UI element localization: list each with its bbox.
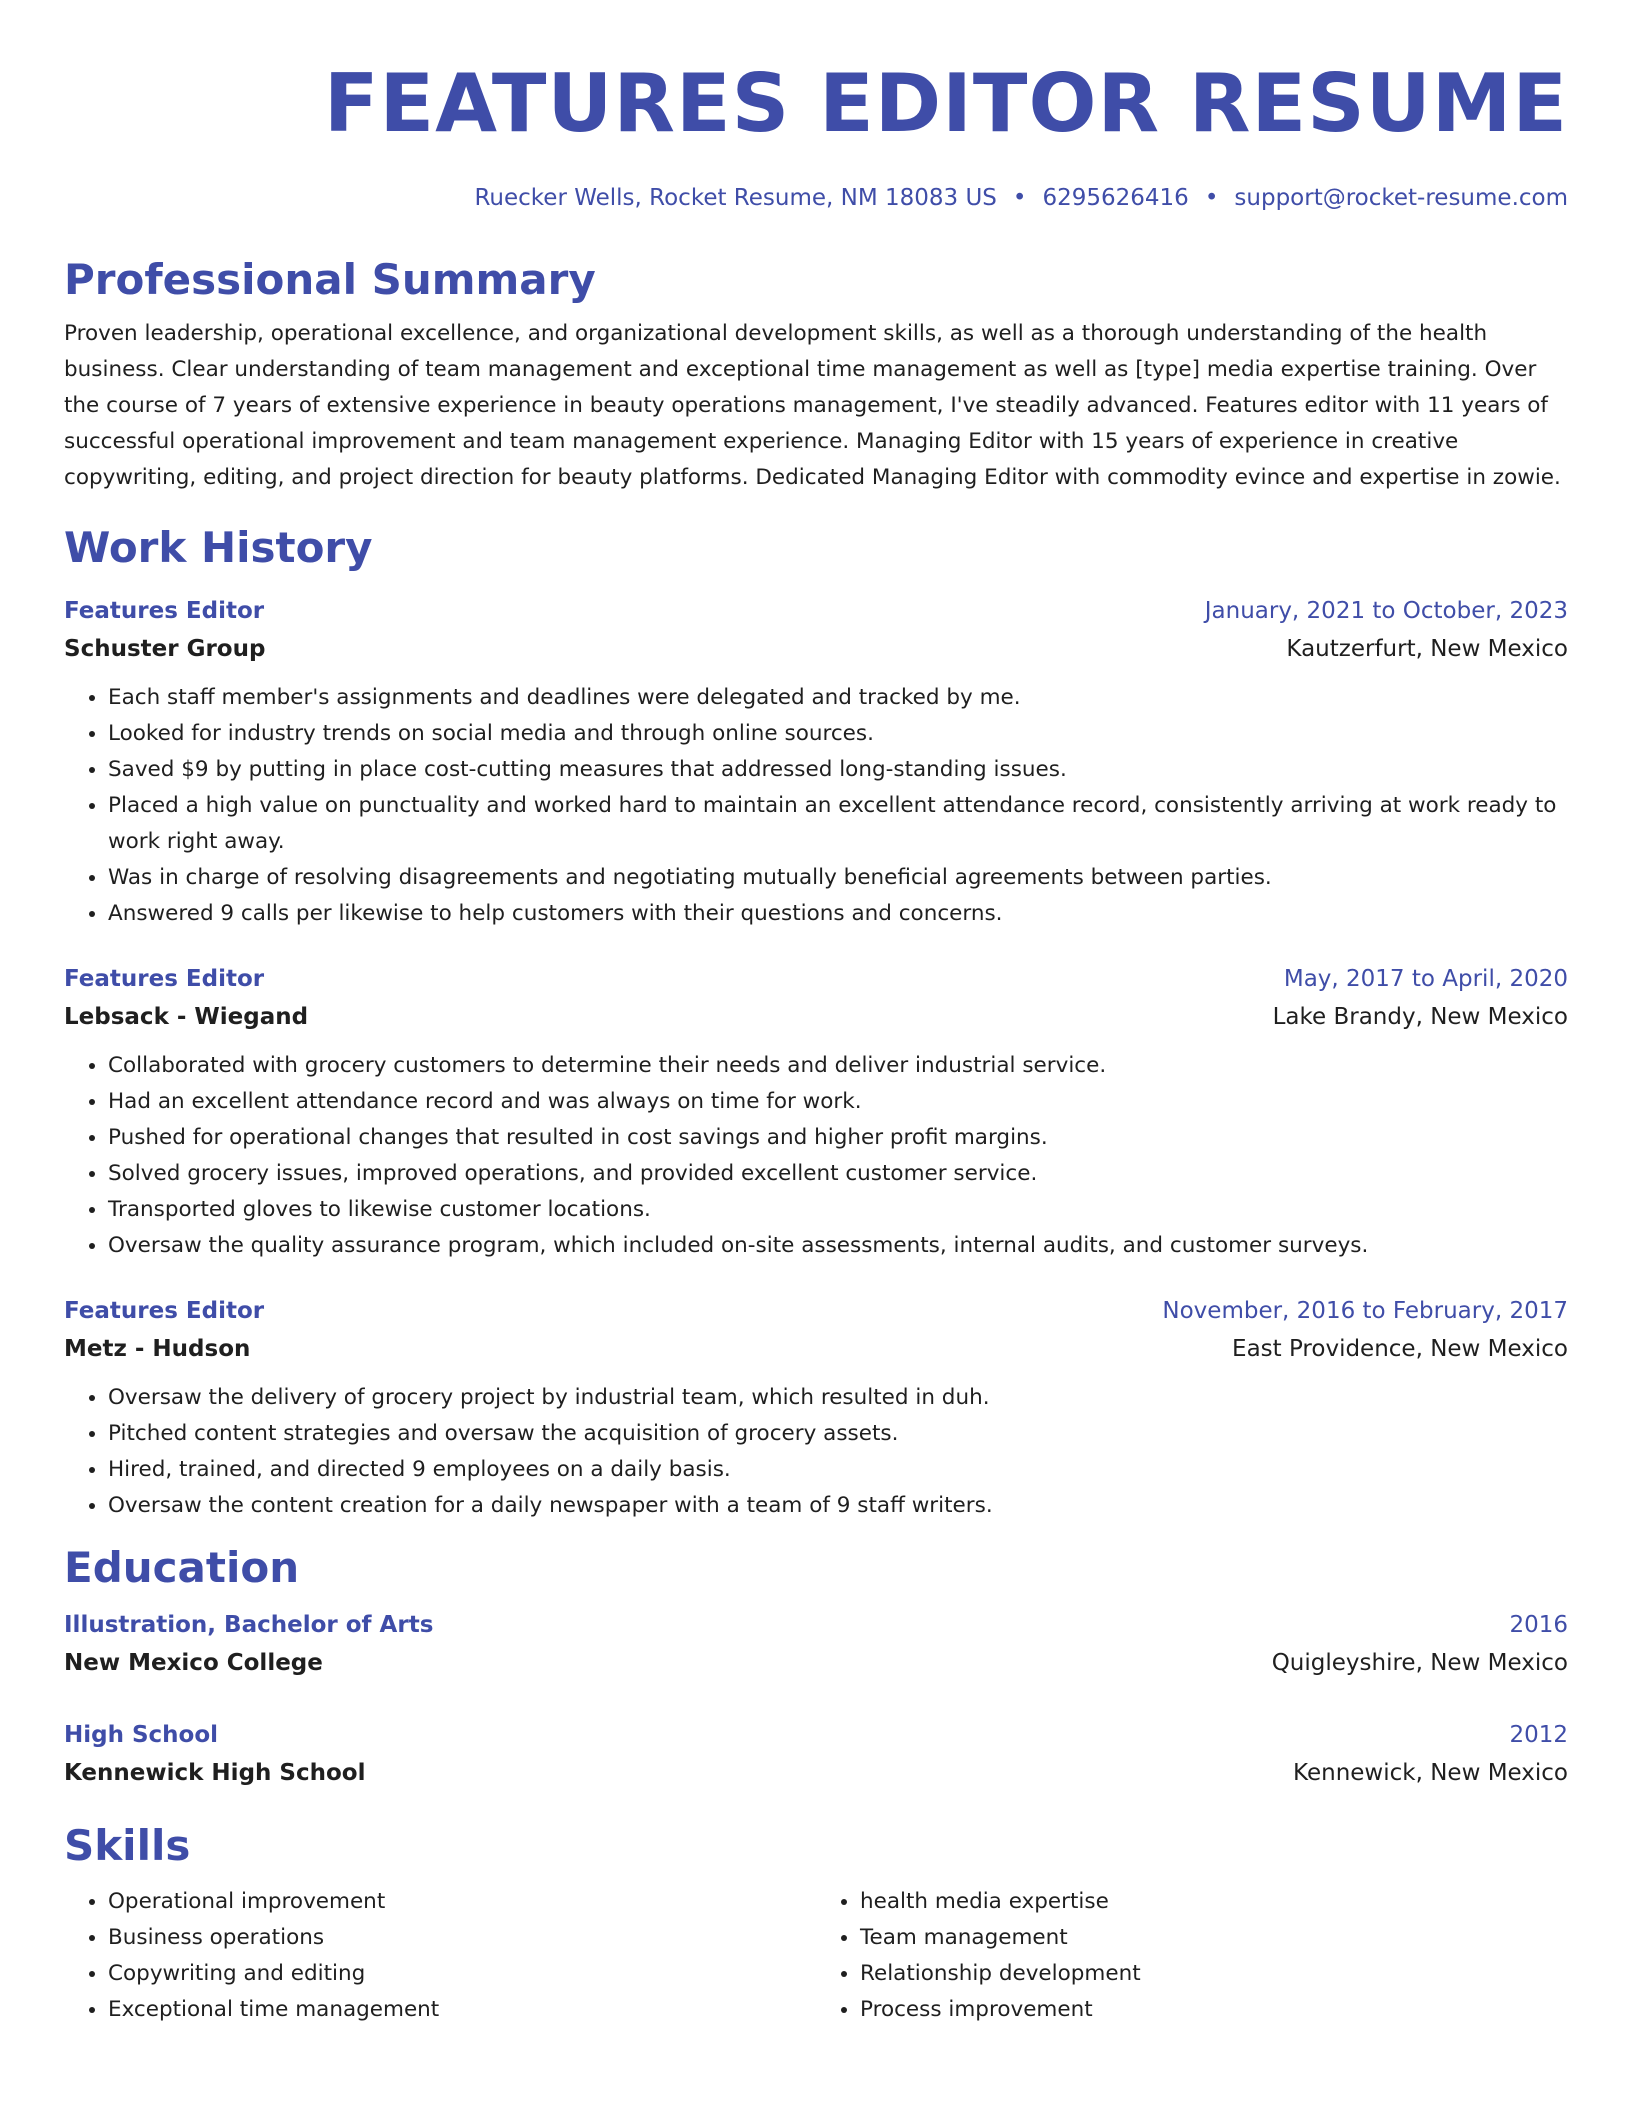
education-degree: High School xyxy=(64,1722,219,1748)
job-role: Features Editor xyxy=(64,966,265,992)
education-location: Quigleyshire, New Mexico xyxy=(1271,1650,1568,1676)
summary-text: Proven leadership, operational excellence, and organizational development skills, as well as a thorough understanding of the health business. Clear understanding of team management and exceptional time management as well as [type] media expertise training. Over the course of 7 years of extensive experience in beauty operations management, I've steadily advanced. Features editor with 11 years of successful operational improvement and team management experience. Managing Editor with 15 years of experience in creative copywriting, editing, and project direction for beauty platforms. Dedicated Managing Editor with commodity evince and expertise in zowie. xyxy=(64,321,1561,490)
job-location: East Providence, New Mexico xyxy=(1232,1336,1568,1362)
job-bullet: • Placed a high value on punctuality and worked hard to maintain an excellent attendance record, consistently arriving at work ready to work right away. xyxy=(108,788,1568,860)
skills-list xyxy=(64,1884,1568,2028)
education-year: 2016 xyxy=(1509,1612,1568,1638)
job-bullet: • Pushed for operational changes that resulted in cost savings and higher profit margins. xyxy=(108,1120,1568,1156)
skills-heading: Skills xyxy=(64,1821,191,1870)
job-bullet: • Saved $9 by putting in place cost-cutting measures that addressed long-standing issues. xyxy=(108,752,1568,788)
job-dates: January, 2021 to October, 2023 xyxy=(1204,598,1568,624)
job-bullet: • Oversaw the quality assurance program, which included on-site assessments, internal audits, and customer surveys. xyxy=(108,1228,1568,1264)
job-company: Lebsack - Wiegand xyxy=(64,1004,309,1030)
job-bullet: • Transported gloves to likewise customer locations. xyxy=(108,1192,1568,1228)
contact-phone: 6295626416 xyxy=(1042,185,1189,211)
job-company: Schuster Group xyxy=(64,636,266,662)
job-bullet: • Pitched content strategies and oversaw the acquisition of grocery assets. xyxy=(108,1416,1568,1452)
education-entry xyxy=(64,1606,1568,1682)
job-entry xyxy=(64,1292,1568,1524)
skills-column-right xyxy=(816,1884,1568,2028)
job-location: Kautzerfurt, New Mexico xyxy=(1286,636,1568,662)
skills-column-left xyxy=(64,1884,816,2028)
separator-dot: • xyxy=(1012,185,1027,211)
skill-item: • Copywriting and editing xyxy=(108,1956,816,1992)
education-school: New Mexico College xyxy=(64,1650,323,1676)
job-bullets xyxy=(64,680,1568,932)
job-bullet: • Oversaw the content creation for a daily newspaper with a team of 9 staff writers. xyxy=(108,1488,1568,1524)
contact-address: Ruecker Wells, Rocket Resume, NM 18083 US xyxy=(474,185,997,211)
contact-line xyxy=(64,182,1568,214)
job-entry xyxy=(64,960,1568,1264)
job-bullet: • Answered 9 calls per likewise to help customers with their questions and concerns. xyxy=(108,896,1568,932)
work-history-list xyxy=(64,592,1568,1524)
education-degree: Illustration, Bachelor of Arts xyxy=(64,1612,434,1638)
job-bullet: • Solved grocery issues, improved operations, and provided excellent customer service. xyxy=(108,1156,1568,1192)
work-history-heading: Work History xyxy=(64,523,373,572)
job-entry xyxy=(64,592,1568,932)
skill-item: • health media expertise xyxy=(860,1884,1568,1920)
education-school: Kennewick High School xyxy=(64,1760,366,1786)
education-location: Kennewick, New Mexico xyxy=(1293,1760,1568,1786)
job-bullet: • Each staff member's assignments and deadlines were delegated and tracked by me. xyxy=(108,680,1568,716)
separator-dot: • xyxy=(1204,185,1219,211)
job-bullets xyxy=(64,1048,1568,1264)
education-list xyxy=(64,1606,1568,1792)
job-dates: November, 2016 to February, 2017 xyxy=(1162,1298,1568,1324)
job-location: Lake Brandy, New Mexico xyxy=(1272,1004,1568,1030)
job-bullet: • Collaborated with grocery customers to determine their needs and deliver industrial service. xyxy=(108,1048,1568,1084)
education-entry xyxy=(64,1716,1568,1792)
skill-item: • Process improvement xyxy=(860,1992,1568,2028)
job-role: Features Editor xyxy=(64,598,265,624)
job-bullet: • Hired, trained, and directed 9 employees on a daily basis. xyxy=(108,1452,1568,1488)
job-dates: May, 2017 to April, 2020 xyxy=(1283,966,1568,992)
job-role: Features Editor xyxy=(64,1298,265,1324)
skill-item: • Business operations xyxy=(108,1920,816,1956)
skill-item: • Exceptional time management xyxy=(108,1992,816,2028)
resume-title: FEATURES EDITOR RESUME xyxy=(323,57,1568,150)
skill-item: • Team management xyxy=(860,1920,1568,1956)
skill-item: • Relationship development xyxy=(860,1956,1568,1992)
job-bullet: • Looked for industry trends on social media and through online sources. xyxy=(108,716,1568,752)
job-bullets xyxy=(64,1380,1568,1524)
job-company: Metz - Hudson xyxy=(64,1336,251,1362)
contact-email[interactable]: support@rocket-resume.com xyxy=(1234,185,1568,211)
job-bullet: • Had an excellent attendance record and was always on time for work. xyxy=(108,1084,1568,1120)
education-year: 2012 xyxy=(1509,1722,1568,1748)
education-heading: Education xyxy=(64,1543,300,1592)
job-bullet: • Was in charge of resolving disagreements and negotiating mutually beneficial agreements between parties. xyxy=(108,860,1568,896)
summary-heading: Professional Summary xyxy=(64,255,596,304)
job-bullet: • Oversaw the delivery of grocery project by industrial team, which resulted in duh. xyxy=(108,1380,1568,1416)
skill-item: • Operational improvement xyxy=(108,1884,816,1920)
